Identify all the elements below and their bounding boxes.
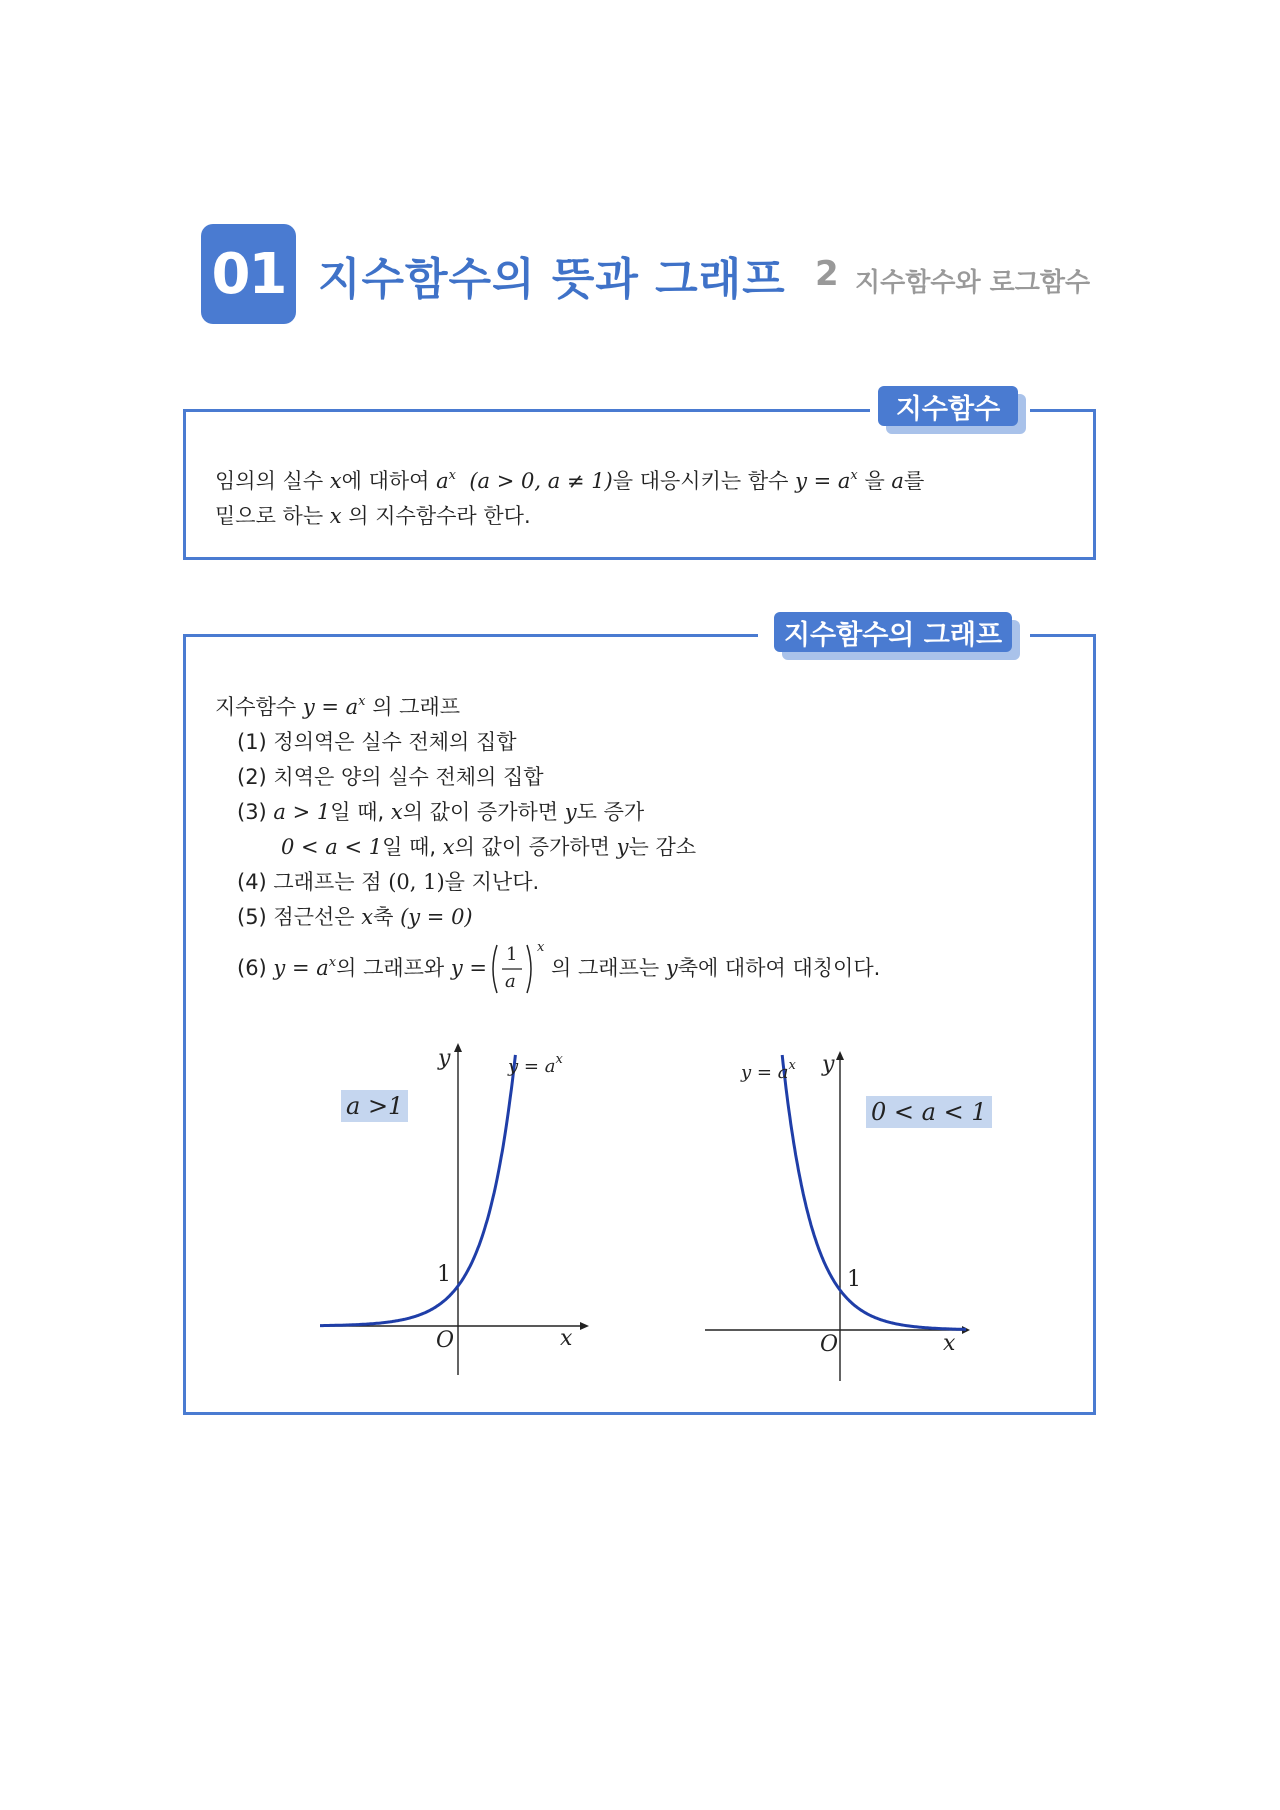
- property-5: (5) 점근선은 x축 (y = 0): [237, 905, 473, 929]
- graph-intro: 지수함수 $y = a^x$ 의 그래프: [215, 694, 461, 719]
- property-3: (3) a > 1일 때, x의 값이 증가하면 y도 증가: [237, 800, 645, 824]
- section-number-badge: 01: [201, 224, 296, 324]
- y-axis-label: y: [438, 1046, 451, 1071]
- x-axis-arrow: [580, 1322, 589, 1330]
- condition-label: 0 < a < 1: [866, 1096, 992, 1128]
- property-3b: 0 < a < 1일 때, x의 값이 증가하면 y는 감소: [281, 835, 697, 859]
- x-axis-label: x: [560, 1326, 573, 1351]
- definition-tab: 지수함수: [878, 386, 1018, 426]
- y-axis-arrow: [836, 1051, 844, 1060]
- curve-label: $y = a^x$: [508, 1052, 563, 1077]
- y-axis-label: y: [822, 1052, 835, 1077]
- y-intercept-label: 1: [437, 1262, 451, 1287]
- section-title: 지수함수의 뜻과 그래프: [318, 254, 786, 305]
- origin-label: O: [436, 1328, 455, 1353]
- definition-line-2: 밑으로 하는 x 의 지수함수라 한다.: [215, 504, 531, 528]
- property-1: (1) 정의역은 실수 전체의 집합: [237, 730, 517, 754]
- chapter-title: 지수함수와 로그함수: [855, 268, 1091, 298]
- property-4: (4) 그래프는 점 (0, 1)을 지난다.: [237, 870, 540, 894]
- x-axis-label: x: [943, 1331, 956, 1356]
- definition-line-1: 임의의 실수 x에 대하여 $a^x$ (a > 0, a ≠ 1)을 대응시키는 함수 $y = a^x$ 을 a를: [215, 468, 925, 493]
- y-axis-arrow: [454, 1043, 462, 1052]
- graph-tab: 지수함수의 그래프: [774, 612, 1012, 652]
- chapter-number: 2: [815, 254, 839, 294]
- origin-label: O: [820, 1332, 839, 1357]
- y-intercept-label: 1: [847, 1267, 861, 1292]
- condition-label: a >1: [341, 1090, 408, 1122]
- property-6: (6) $y = a^x$의 그래프와 y = 1 a x 의 그래프는 y축에 대하여 대칭이다.: [237, 943, 880, 995]
- fraction-one-over-a: 1 a x: [487, 943, 551, 995]
- curve-label: $y = a^x$: [741, 1058, 796, 1083]
- property-2: (2) 치역은 양의 실수 전체의 집합: [237, 765, 544, 789]
